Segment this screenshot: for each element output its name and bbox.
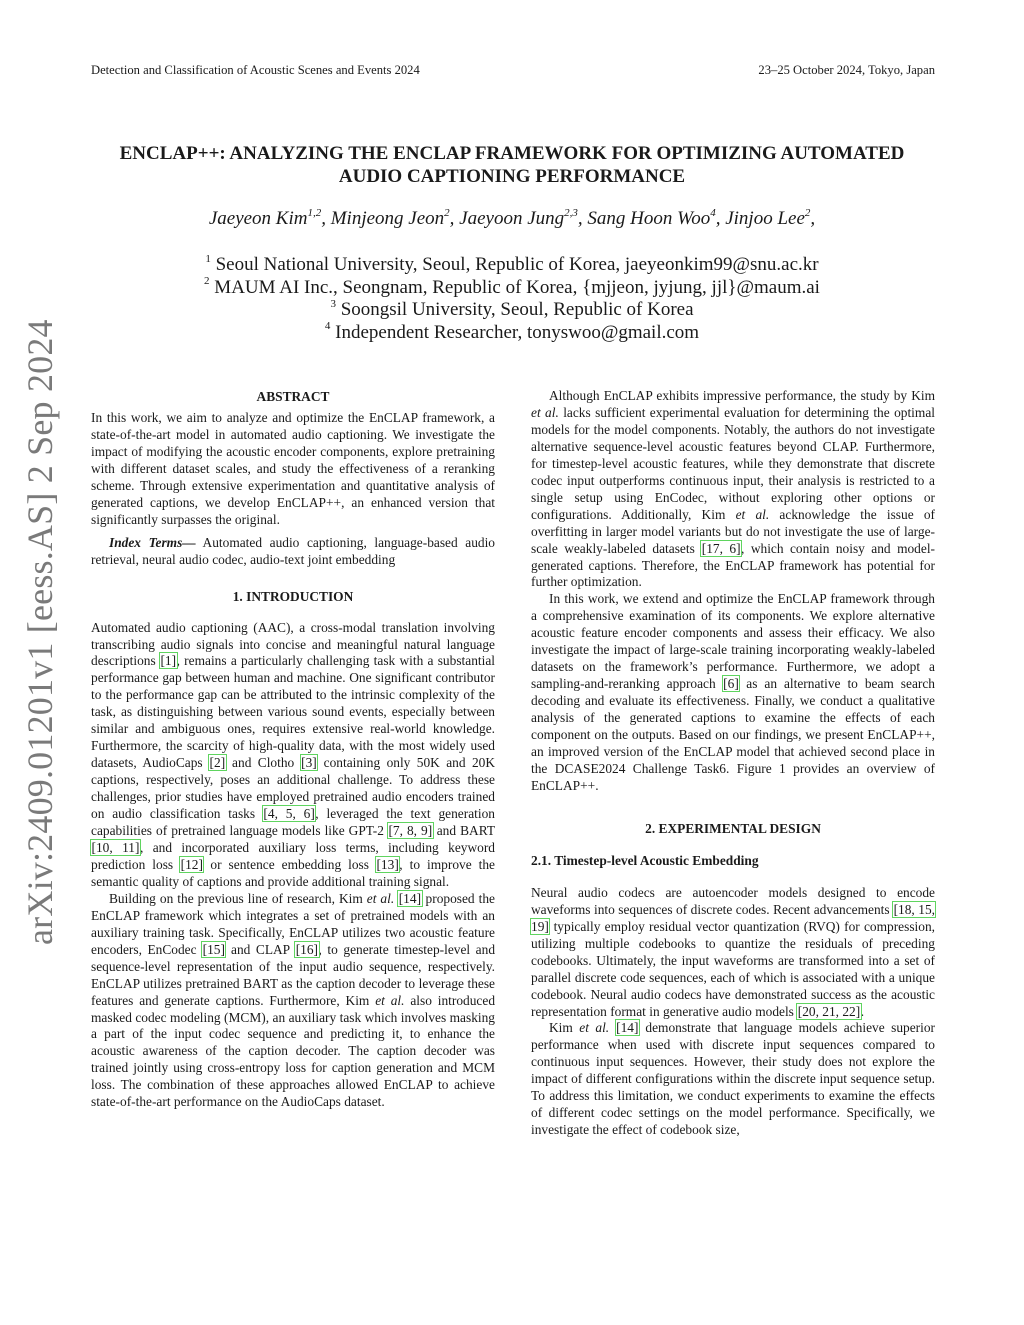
author-name: Jaeyoon Jung bbox=[459, 208, 565, 229]
running-header-right: 23–25 October 2024, Tokyo, Japan bbox=[758, 63, 935, 77]
citation-link[interactable]: [13] bbox=[376, 856, 399, 872]
citation-link[interactable]: [12] bbox=[180, 856, 203, 872]
intro-heading: 1. INTRODUCTION bbox=[232, 588, 354, 604]
affiliation: $^3$ Soongsil University, Seoul, Republic of Korea bbox=[330, 297, 694, 320]
citation-link[interactable]: [3] bbox=[301, 755, 317, 771]
affiliation: $^2$ MAUM AI Inc., Seongnam, Republic of Korea, {mjjeon, jyjung, jjl}@maum.ai bbox=[204, 275, 820, 298]
right-paragraph-4: Kim et al. [14] demonstrate that language models achieve superior performance when used with discrete input sequences compared to continuous input sequences. However, their study does not explore the impact of different configurations within the discrete input sequence setup. To address this limitation, we conduct experiments to examine the effects of different codec settings on the model performance. Specifically, we investigate the effect of codebook size, bbox=[531, 1020, 935, 1138]
citation-link[interactable]: [15] bbox=[202, 941, 225, 957]
abstract-heading: ABSTRACT bbox=[256, 389, 330, 404]
author-name: Jaeyeon Kim bbox=[208, 208, 308, 229]
affiliation: $^1$ Seoul National University, Seoul, Republic of Korea, jaeyeonkim99@snu.ac.kr bbox=[205, 252, 819, 275]
citation-link[interactable]: [14] bbox=[616, 1020, 639, 1036]
citation-link[interactable]: [14] bbox=[398, 890, 422, 906]
author-affil: 4 bbox=[710, 206, 716, 219]
title-line-1: ENCLAP++: ANALYZING THE ENCLAP FRAMEWORK FOR OPTIMIZING AUTOMATED bbox=[119, 143, 905, 164]
title-line-2: AUDIO CAPTIONING PERFORMANCE bbox=[338, 166, 686, 187]
running-header-left: Detection and Classification of Acoustic Scenes and Events 2024 bbox=[91, 63, 420, 77]
index-terms: Index Terms— Automated audio captioning, language-based audio retrieval, neural audio codec, audio-text joint embedding bbox=[91, 534, 496, 567]
affiliation: $^4$ Independent Researcher, tonyswoo@gmail.com bbox=[324, 320, 700, 343]
author-affil: 2,3 bbox=[564, 206, 578, 219]
author-affil: 1,2 bbox=[307, 206, 322, 219]
citation-link[interactable]: [17, 6] bbox=[701, 540, 741, 556]
author-list: Jaeyeon Kim$^{1,2}$, Minjeong Jeon$^2$, Jaeyoon Jung$^{2,3}$, Sang Hoon Woo$^4$, Jinjoo Lee$^2$, bbox=[208, 206, 816, 229]
right-column bbox=[531, 388, 935, 1139]
right-paragraph-2: In this work, we extend and optimize the EnCLAP framework through a comprehensive examination of its components. We explore alternative acoustic feature encoder components and assess their efficacy. We also investigate the impact of large-scale training incorporating weakly-labeled datasets on the framework’s performance. Furthermore, we adopt a sampling-and-reranking approach [6] as an alternative to beam search decoding and evaluate its effectiveness. Finally, we conduct a qualitative analysis of the generated captions to examine the effects of each component on the outputs. Based on our findings, we present EnCLAP++, an improved version of the EnCLAP model that achieved second place in the DCASE2024 Challenge Task6. Figure 1 provides an overview of EnCLAP++. bbox=[531, 591, 935, 793]
arxiv-stamp: arXiv:2409.01201v1 [eess.AS] 2 Sep 2024 bbox=[20, 319, 60, 945]
left-column bbox=[91, 388, 495, 1111]
author-affil: 2 bbox=[804, 206, 811, 219]
author-name: Minjeong Jeon bbox=[330, 208, 445, 229]
citation-link[interactable]: [2] bbox=[209, 755, 226, 771]
citation-link[interactable]: [7, 8, 9] bbox=[388, 823, 433, 839]
citation-link[interactable]: [18, 15, 19] bbox=[531, 901, 935, 934]
author-affil: 2 bbox=[444, 206, 450, 219]
section-2-heading: 2. EXPERIMENTAL DESIGN bbox=[645, 820, 821, 836]
intro-paragraph-1: Automated audio captioning (AAC), a cross-modal translation involving transcribing audio signals into concise and meaningful natural language descriptions [1], remains a particularly challenging task with a substantial performance gap between human and machine. One significant contributor to the performance gap can be attributed to the intrinsic complexity of the task, as distinguishing between various sound events, especially between similar and ambiguous ones, requires extensive real-world knowledge. Furthermore, the scarcity of high-quality data, with the most widely used datasets, AudioCaps [2] and Clotho [3] containing only 50K and 20K captions, respectively, poses an additional challenge. To address these challenges, prior studies have employed pretrained audio encoders trained on audio classification tasks [4, 5, 6], leveraged the text generation capabilities of pretrained language models like GPT-2 [7, 8, 9] and BART [10, 11], and incorporated auxiliary loss terms, including keyword prediction loss [12] or sentence embedding loss [13], to improve the semantic quality of captions and provide additional training signal. bbox=[91, 619, 496, 889]
right-paragraph-3: Neural audio codecs are autoencoder models designed to encode waveforms into sequences of discrete codes. Recent advancements [18, 15, 19] typically employ residual vector quantization (RVQ) for compression, utilizing multiple codebooks to quantize the residuals of preceding codebooks. Ultimately, the input waveforms are transformed into a set of parallel discrete code sequences, each of which is associated with a unique codebook. Neural audio codecs have demonstrated success as the acoustic representation format in generative audio models [20, 21, 22]. bbox=[531, 884, 935, 1019]
subsection-2-1-heading: 2.1. Timestep-level Acoustic Embedding bbox=[531, 852, 759, 868]
citation-link[interactable]: [1] bbox=[160, 653, 177, 669]
citation-link[interactable]: [4, 5, 6] bbox=[263, 806, 315, 822]
abstract-text: In this work, we aim to analyze and optimize the EnCLAP framework, a state-of-the-art model in automated audio captioning. We investigate the impact of modifying the acoustic encoder components, explore pretraining with different dataset scales, and study the effectiveness of a reranking scheme. Through extensive experimentation and quantitative analysis of generated captions, we develop EnCLAP++, an enhanced version that significantly surpasses the original. bbox=[91, 410, 495, 527]
citation-link[interactable]: [16] bbox=[295, 941, 318, 957]
intro-paragraph-2: Building on the previous line of research, Kim et al. [14] proposed the EnCLAP framework which integrates a set of pretrained models with an auxiliary training task. Specifically, EnCLAP utilizes two acoustic feature encoders, EnCodec [15] and CLAP [16], to generate timestep-level and sequence-level representation of the input audio sequence, respectively. EnCLAP utilizes pretrained BART as the caption decoder to leverage these features and generate captions. Furthermore, Kim et al. also introduced masked codec modeling (MCM), an auxiliary task which involves masking a part of the input codec sequence and predicting it, to enhance the acoustic awareness of the caption decoder. The caption decoder was trained jointly using cross-entropy loss for caption generation and MCM loss. The combination of these approaches allowed EnCLAP to achieve state-of-the-art performance on the AudioCaps dataset. bbox=[91, 890, 496, 1110]
author-name: Sang Hoon Woo bbox=[587, 208, 711, 229]
citation-link[interactable]: [20, 21, 22] bbox=[797, 1003, 861, 1019]
author-name: Jinjoo Lee bbox=[725, 208, 805, 229]
paper-title bbox=[60, 142, 964, 188]
citation-link[interactable]: [10, 11] bbox=[91, 839, 140, 855]
right-paragraph-1: Although EnCLAP exhibits impressive performance, the study by Kim et al. lacks sufficient experimental evaluation for determining the optimal models for the model components. Notably, the authors do not investigate alternative sequence-level acoustic features beyond CLAP. Furthermore, for timestep-level acoustic features, while they demonstrate that discrete codec input outperforms continuous input, their analysis is restricted to a single setup using EnCodec, without exploring other options or configurations. Additionally, Kim et al. acknowledge the issue of overfitting in larger model variants but do not investigate the use of large-scale weakly-labeled datasets [17, 6], which contain noisy and model-generated captions. Therefore, the EnCLAP framework has potential for further optimization. bbox=[531, 388, 935, 590]
affiliation-list bbox=[60, 254, 964, 344]
citation-link[interactable]: [6] bbox=[723, 676, 739, 692]
